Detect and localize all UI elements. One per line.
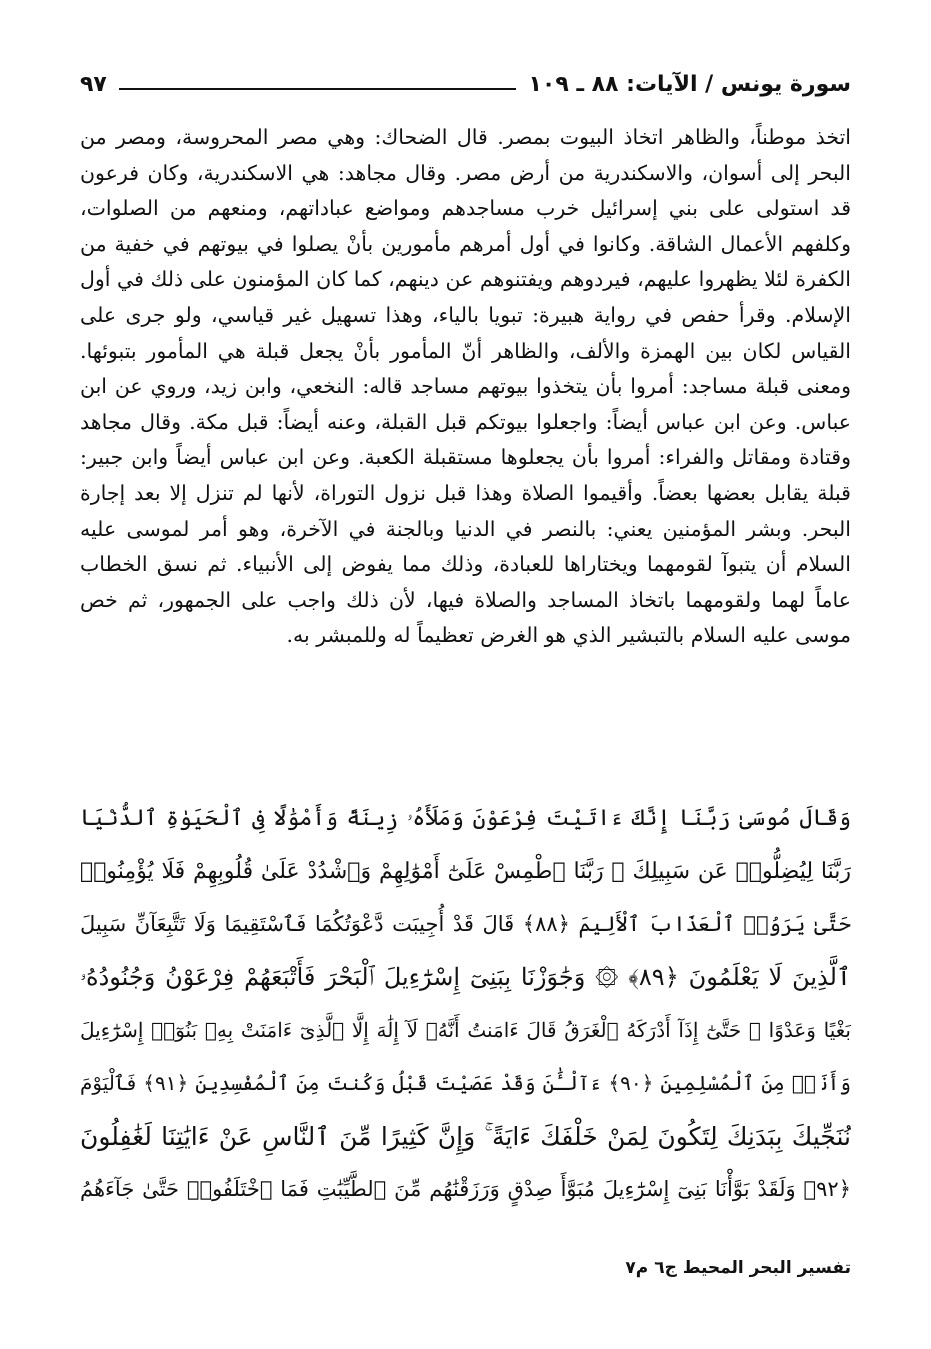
quran-line: وَأَنَا۠ مِنَ ٱلْمُسْلِمِينَ ﴿٩٠﴾ ءَآلْـَٰٔنَ وَقَدْ عَصَيْتَ قَبْلُ وَكُنتَ مِنَ ٱلْمُفْسِدِينَ ﴿٩١﴾ فَٱلْيَوْمَ (80, 1071, 851, 1095)
running-title: سورة يونس / الآيات: ٨٨ ـ ١٠٩ (528, 71, 851, 97)
signature-mark: تفسير البحر المحيط ج٦ م٧ (625, 1258, 851, 1278)
quran-line: رَبَّنَا لِيُضِلُّوا۟ عَن سَبِيلِكَ ۖ رَبَّنَا ٱطْمِسْ عَلَىٰٓ أَمْوَٰلِهِمْ وَٱشْدُدْ عَلَىٰ قُلُوبِهِمْ فَلَا يُؤْمِنُوا۟ (80, 859, 851, 884)
quran-line: نُنَجِّيكَ بِبَدَنِكَ لِتَكُونَ لِمَنْ خَلْفَكَ ءَايَةً ۚ وَإِنَّ كَثِيرًا مِّنَ ٱلنَّاسِ عَنْ ءَايَٰتِنَا لَغَٰفِلُونَ (80, 1122, 851, 1151)
header-rule (119, 88, 517, 90)
quran-line: ٱلَّذِينَ لَا يَعْلَمُونَ ﴿٨٩﴾ ۞ وَجَٰوَزْنَا بِبَنِىٓ إِسْرَٰٓءِيلَ ٱلْبَحْرَ فَأَتْبَعَهُمْ فِرْعَوْنُ وَجُنُودُهُۥ (80, 963, 851, 991)
page-header (80, 66, 851, 102)
quran-line: وَقَالَ مُوسَىٰ رَبَّنَا إِنَّكَ ءَاتَيْتَ فِرْعَوْنَ وَمَلَأَهُۥ زِينَةً وَأَمْوَٰلًا فِى ٱلْحَيَوٰةِ ٱلدُّنْيَا (80, 806, 851, 831)
quran-verses-block (80, 792, 851, 1216)
quran-line: ﴿٩٢﴾ وَلَقَدْ بَوَّأْنَا بَنِىٓ إِسْرَٰٓءِيلَ مُبَوَّأَ صِدْقٍ وَرَزَقْنَٰهُم مِّنَ ٱلطَّيِّبَٰتِ فَمَا ٱخْتَلَفُوا۟ حَتَّىٰ جَآءَهُمُ (80, 1177, 851, 1201)
quran-line: حَتَّىٰ يَرَوُا۟ ٱلْعَذَابَ ٱلْأَلِيمَ ﴿٨٨﴾ قَالَ قَدْ أُجِيبَت دَّعْوَتُكُمَا فَٱسْتَقِيمَا وَلَا تَتَّبِعَآنِّ سَبِيلَ (80, 912, 851, 936)
quran-line: بَغْيًا وَعَدْوًا ۖ حَتَّىٰٓ إِذَآ أَدْرَكَهُ ٱلْغَرَقُ قَالَ ءَامَنتُ أَنَّهُۥ لَآ إِلَٰهَ إِلَّا ٱلَّذِىٓ ءَامَنَتْ بِهِۦ بَنُوٓا۟ إِسْرَٰٓءِيلَ (80, 1018, 851, 1042)
page-number: ٩٧ (80, 71, 107, 97)
commentary-text: اتخذ موطناً، والظاهر اتخاذ البيوت بمصر. قال الضحاك: وهي مصر المحروسة، ومصر من البحر إلى أسوان، والاسكندرية من أرض مصر. وقال مجاهد: هي الاسكندرية، وكان فرعون قد استولى على بني إسرائيل خرب مساجدهم ومواضع عباداتهم، ومنعهم من الصلوات، وكلفهم الأعمال الشاقة. وكانوا في أول أمرهم مأمورين بأنْ يصلوا في بيوتهم في خفية من الكفرة لئلا يظهروا عليهم، فيردوهم ويفتنوهم عن دينهم، كما كان المؤمنون على ذلك في أول الإسلام. وقرأ حفص في رواية هبيرة: تبويا بالياء، وهذا تسهيل غير قياسي، ولو جرى على القياس لكان بين الهمزة والألف، والظاهر أنّ المأمور بأنْ يجعل قبلة هي المأمور بتبوئها. ومعنى قبلة مساجد: أمروا بأن يتخذوا بيوتهم مساجد قاله: النخعي، وابن زيد، وروي عن ابن عباس. وعن ابن عباس أيضاً: واجعلوا بيوتكم قبل القبلة، وعنه أيضاً: قبل مكة. وقال مجاهد وقتادة ومقاتل والفراء: أمروا بأن يجعلوها مستقبلة الكعبة. وعن ابن عباس أيضاً وابن جبير: قبلة يقابل بعضها بعضاً. وأقيموا الصلاة وهذا قبل نزول التوراة، لأنها لم تنزل إلا بعد إجارة البحر. وبشر المؤمنين يعني: بالنصر في الدنيا وبالجنة في الآخرة، وهو أمر لموسى عليه السلام أن يتبوآ لقومهما ويختاراها للعبادة، وذلك مما يفوض إلى الأنبياء. ثم نسق الخطاب عاماً لهما ولقومهما باتخاذ المساجد والصلاة فيها، لأن ذلك واجب على الجمهور، ثم خص موسى عليه السلام بالتبشير الذي هو الغرض تعظيماً له وللمبشر به. (80, 125, 851, 648)
